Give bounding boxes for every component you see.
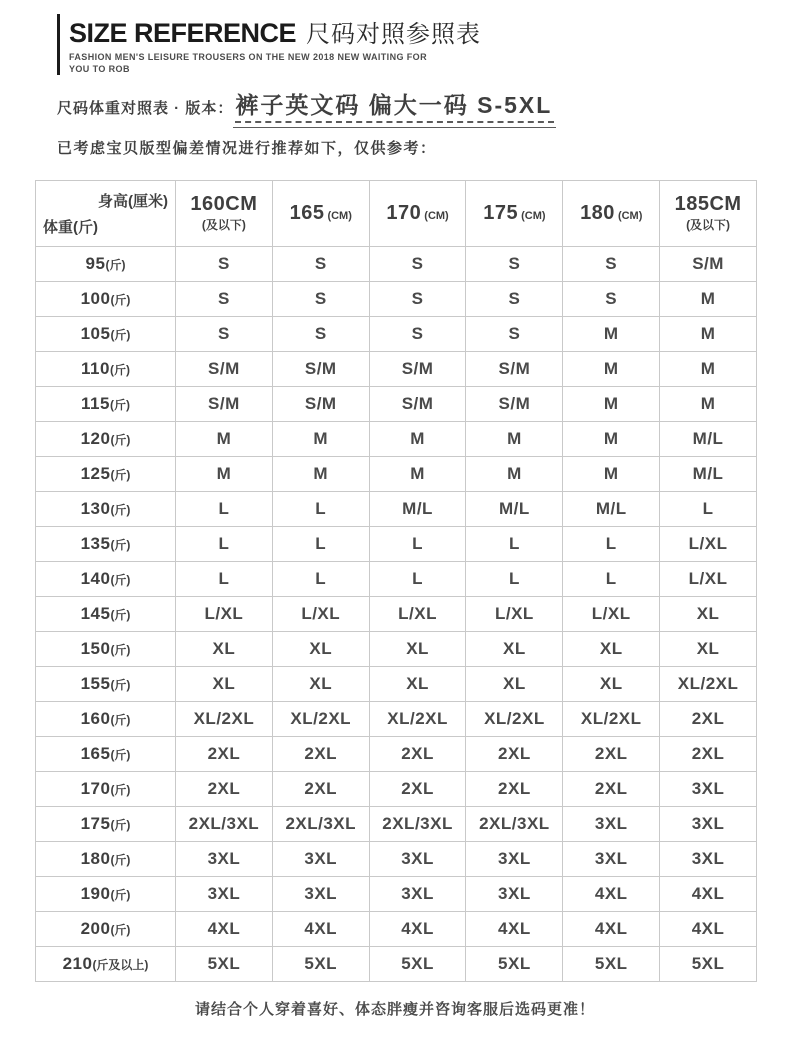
size-cell: L (176, 562, 273, 597)
row-weight-value: 130 (80, 499, 111, 519)
row-header-165 (36, 737, 176, 772)
col-header-sub: (CM) (617, 210, 643, 223)
col-header-main: 165 (289, 202, 325, 225)
size-cell: XL (176, 667, 273, 702)
row-weight-value: 125 (80, 464, 111, 484)
size-cell: L/XL (660, 527, 757, 562)
size-cell: 3XL (272, 842, 369, 877)
row-header-190 (36, 877, 176, 912)
col-header-main: 170 (386, 202, 422, 225)
table-row (36, 842, 757, 877)
size-cell: 3XL (466, 877, 563, 912)
row-weight-unit: (斤) (110, 888, 131, 903)
table-row (36, 527, 757, 562)
size-cell: 2XL (563, 737, 660, 772)
row-weight-value: 100 (80, 289, 111, 309)
row-weight-value: 110 (81, 359, 110, 379)
col-header-main: 180 (580, 202, 615, 225)
row-weight-unit: (斤) (110, 783, 131, 798)
size-cell: XL/2XL (272, 702, 369, 737)
table-row (36, 562, 757, 597)
col-header-170 (369, 181, 466, 247)
size-cell: 2XL (466, 737, 563, 772)
size-cell: M (369, 457, 466, 492)
size-cell: M (466, 457, 563, 492)
row-header-145 (36, 597, 176, 632)
size-cell: L (272, 527, 369, 562)
size-cell: S (176, 247, 273, 282)
size-cell: M/L (369, 492, 466, 527)
size-cell: XL (660, 597, 757, 632)
size-cell: S (369, 247, 466, 282)
row-weight-value: 120 (80, 429, 111, 449)
size-cell: XL (466, 667, 563, 702)
col-header-160cm (176, 181, 273, 247)
table-row (36, 667, 757, 702)
row-weight-value: 115 (81, 394, 110, 414)
row-weight-unit: (斤) (110, 818, 131, 833)
row-weight-unit: (斤) (109, 398, 130, 413)
size-cell: M (660, 387, 757, 422)
size-cell: 4XL (660, 912, 757, 947)
row-weight-unit: (斤) (110, 748, 131, 763)
size-cell: XL/2XL (369, 702, 466, 737)
size-cell: S/M (272, 387, 369, 422)
size-cell: 4XL (369, 912, 466, 947)
size-cell: S (563, 247, 660, 282)
row-header-160 (36, 702, 176, 737)
row-weight-value: 210 (62, 954, 93, 974)
row-header-150 (36, 632, 176, 667)
size-cell: 2XL (176, 737, 273, 772)
row-weight-unit: (斤) (110, 573, 131, 588)
row-weight-value: 160 (80, 709, 111, 729)
table-header-row (36, 181, 757, 247)
size-cell: L/XL (369, 597, 466, 632)
size-cell: M (176, 457, 273, 492)
col-header-main: 160CM (190, 193, 258, 216)
table-row (36, 912, 757, 947)
intro-section (57, 87, 790, 158)
size-cell: L (563, 527, 660, 562)
row-header-100 (36, 282, 176, 317)
size-cell: 4XL (563, 912, 660, 947)
row-weight-value: 140 (80, 569, 111, 589)
size-cell: S (563, 282, 660, 317)
size-cell: M/L (466, 492, 563, 527)
row-weight-value: 175 (80, 814, 111, 834)
row-weight-unit: (斤) (110, 538, 131, 553)
col-header-sub: (CM) (424, 210, 449, 223)
banner-title-line (69, 14, 790, 49)
size-cell: 2XL (272, 737, 369, 772)
row-header-95 (36, 247, 176, 282)
col-header-sub: (及以下) (201, 218, 246, 233)
size-cell: 2XL/3XL (369, 807, 466, 842)
corner-cell (36, 181, 176, 247)
row-weight-value: 150 (80, 639, 111, 659)
col-header-sub: (CM) (327, 210, 352, 223)
size-cell: 2XL (369, 737, 466, 772)
size-cell: XL/2XL (176, 702, 273, 737)
size-cell: M (272, 422, 369, 457)
row-header-120 (36, 422, 176, 457)
size-cell: 3XL (660, 807, 757, 842)
size-cell: L/XL (660, 562, 757, 597)
size-cell: 4XL (466, 912, 563, 947)
size-cell: XL/2XL (466, 702, 563, 737)
table-row (36, 282, 757, 317)
size-cell: M (563, 387, 660, 422)
size-cell: XL (176, 632, 273, 667)
size-cell: 3XL (660, 842, 757, 877)
size-cell: 2XL (272, 772, 369, 807)
size-cell: 3XL (176, 877, 273, 912)
size-cell: M (563, 352, 660, 387)
row-weight-unit: (斤) (110, 713, 131, 728)
intro-version-line (57, 87, 790, 128)
table-row (36, 807, 757, 842)
size-cell: 2XL (563, 772, 660, 807)
col-header-165 (272, 181, 369, 247)
weight-axis-label: 体重(斤) (43, 219, 98, 237)
row-weight-unit: (斤) (110, 503, 131, 518)
size-cell: S (272, 247, 369, 282)
size-cell: 4XL (660, 877, 757, 912)
size-cell: 2XL/3XL (466, 807, 563, 842)
intro-note: 已考虑宝贝版型偏差情况进行推荐如下，仅供参考： (57, 140, 437, 158)
size-cell: M (660, 317, 757, 352)
row-weight-value: 200 (80, 919, 111, 939)
table-row (36, 947, 757, 982)
col-header-sub: (CM) (521, 210, 546, 223)
row-header-135 (36, 527, 176, 562)
size-cell: S (369, 317, 466, 352)
size-cell: 2XL (466, 772, 563, 807)
size-cell: XL (272, 632, 369, 667)
table-row (36, 387, 757, 422)
size-cell: XL (369, 667, 466, 702)
size-cell: 3XL (369, 877, 466, 912)
size-cell: L (466, 527, 563, 562)
size-cell: L (272, 492, 369, 527)
banner-subtitle (69, 51, 790, 75)
size-cell: 3XL (563, 807, 660, 842)
size-cell: XL (272, 667, 369, 702)
table-row (36, 492, 757, 527)
size-cell: S (176, 282, 273, 317)
size-cell: L (660, 492, 757, 527)
size-cell: S (369, 282, 466, 317)
table-row (36, 702, 757, 737)
row-weight-unit: (斤) (110, 923, 131, 938)
size-cell: S/M (272, 352, 369, 387)
size-cell: M/L (660, 457, 757, 492)
size-cell: 5XL (272, 947, 369, 982)
size-cell: 3XL (660, 772, 757, 807)
col-header-175 (466, 181, 563, 247)
size-cell: S/M (466, 387, 563, 422)
size-cell: S (466, 317, 563, 352)
size-cell: 5XL (466, 947, 563, 982)
row-header-180 (36, 842, 176, 877)
size-cell: 5XL (176, 947, 273, 982)
row-weight-unit: (斤) (110, 468, 131, 483)
size-cell: M (369, 422, 466, 457)
size-cell: 5XL (563, 947, 660, 982)
intro-label: 尺码体重对照表 · 版本： (57, 100, 234, 118)
size-cell: L/XL (176, 597, 273, 632)
row-weight-unit: (斤) (110, 433, 131, 448)
col-header-sub: (及以下) (686, 218, 731, 233)
size-cell: XL/2XL (660, 667, 757, 702)
table-row (36, 632, 757, 667)
table-row (36, 737, 757, 772)
size-cell: M (272, 457, 369, 492)
table-row (36, 422, 757, 457)
col-header-main: 185CM (674, 193, 742, 216)
row-weight-unit: (斤) (110, 678, 131, 693)
row-header-155 (36, 667, 176, 702)
size-cell: L/XL (272, 597, 369, 632)
size-cell: L (563, 562, 660, 597)
size-cell: S (176, 317, 273, 352)
size-cell: L/XL (466, 597, 563, 632)
banner-title-zh: 尺码对照参照表 (306, 21, 482, 48)
row-header-125 (36, 457, 176, 492)
banner (57, 14, 790, 75)
row-weight-value: 145 (80, 604, 111, 624)
row-weight-unit: (斤) (110, 608, 131, 623)
size-cell: 2XL (660, 737, 757, 772)
size-cell: L (176, 492, 273, 527)
row-header-175 (36, 807, 176, 842)
size-cell: 5XL (369, 947, 466, 982)
row-weight-unit: (斤) (105, 258, 126, 273)
table-row (36, 597, 757, 632)
size-cell: 3XL (176, 842, 273, 877)
banner-subtitle-line2: YOU TO ROB (69, 64, 130, 75)
table-row (36, 247, 757, 282)
size-cell: M (466, 422, 563, 457)
size-cell: 3XL (369, 842, 466, 877)
banner-subtitle-line1: FASHION MEN'S LEISURE TROUSERS ON THE NEW 2018 NEW WAITING FOR (69, 52, 427, 62)
size-cell: M (563, 422, 660, 457)
row-weight-value: 135 (80, 534, 111, 554)
size-cell: XL (369, 632, 466, 667)
size-cell: 3XL (272, 877, 369, 912)
size-cell: 4XL (563, 877, 660, 912)
size-cell: M (660, 352, 757, 387)
table-row (36, 317, 757, 352)
row-weight-unit: (斤) (109, 363, 130, 378)
size-cell: S (466, 247, 563, 282)
size-cell: M/L (660, 422, 757, 457)
size-cell: L (272, 562, 369, 597)
table-row (36, 352, 757, 387)
row-header-115 (36, 387, 176, 422)
row-weight-value: 190 (80, 884, 111, 904)
size-cell: L/XL (563, 597, 660, 632)
row-weight-unit: (斤) (110, 853, 131, 868)
row-weight-value: 105 (80, 324, 111, 344)
size-cell: S/M (176, 387, 273, 422)
row-weight-value: 180 (80, 849, 111, 869)
row-weight-unit: (斤) (110, 328, 131, 343)
size-cell: S (272, 317, 369, 352)
size-cell: S/M (176, 352, 273, 387)
row-header-200 (36, 912, 176, 947)
row-weight-value: 155 (80, 674, 111, 694)
col-header-main: 175 (483, 202, 519, 225)
size-cell: XL/2XL (563, 702, 660, 737)
size-cell: XL (660, 632, 757, 667)
row-weight-value: 95 (85, 254, 106, 274)
size-cell: 4XL (176, 912, 273, 947)
size-cell: 2XL (176, 772, 273, 807)
row-header-140 (36, 562, 176, 597)
size-table (35, 180, 757, 982)
row-weight-unit: (斤) (110, 643, 131, 658)
size-cell: XL (466, 632, 563, 667)
banner-title-en: SIZE REFERENCE (69, 18, 297, 48)
size-cell: S/M (660, 247, 757, 282)
size-cell: M/L (563, 492, 660, 527)
size-cell: M (660, 282, 757, 317)
size-cell: S/M (369, 387, 466, 422)
size-cell: S/M (466, 352, 563, 387)
size-cell: 2XL (660, 702, 757, 737)
size-cell: M (563, 457, 660, 492)
size-cell: L (466, 562, 563, 597)
row-weight-unit: (斤及以上) (92, 958, 149, 973)
size-cell: 3XL (466, 842, 563, 877)
col-header-180 (563, 181, 660, 247)
size-cell: XL (563, 632, 660, 667)
row-weight-value: 165 (80, 744, 111, 764)
size-cell: S/M (369, 352, 466, 387)
table-row (36, 877, 757, 912)
size-cell: 4XL (272, 912, 369, 947)
size-cell: S (272, 282, 369, 317)
size-cell: 2XL/3XL (176, 807, 273, 842)
size-cell: L (176, 527, 273, 562)
size-cell: 5XL (660, 947, 757, 982)
row-header-110 (36, 352, 176, 387)
table-row (36, 457, 757, 492)
size-cell: XL (563, 667, 660, 702)
row-header-170 (36, 772, 176, 807)
size-cell: 2XL (369, 772, 466, 807)
size-cell: L (369, 527, 466, 562)
table-row (36, 772, 757, 807)
size-cell: M (176, 422, 273, 457)
height-axis-label: 身高(厘米) (98, 193, 168, 211)
row-weight-unit: (斤) (110, 293, 131, 308)
size-cell: 3XL (563, 842, 660, 877)
row-header-210 (36, 947, 176, 982)
size-cell: M (563, 317, 660, 352)
size-cell: L (369, 562, 466, 597)
version-text: 裤子英文码 偏大一码 S-5XL (233, 87, 556, 128)
row-header-130 (36, 492, 176, 527)
size-cell: S (466, 282, 563, 317)
size-cell: 2XL/3XL (272, 807, 369, 842)
row-weight-value: 170 (80, 779, 111, 799)
row-header-105 (36, 317, 176, 352)
footer-note: 请结合个人穿着喜好、体态胖瘦并咨询客服后选码更准！ (194, 1001, 595, 1019)
col-header-185cm (660, 181, 757, 247)
